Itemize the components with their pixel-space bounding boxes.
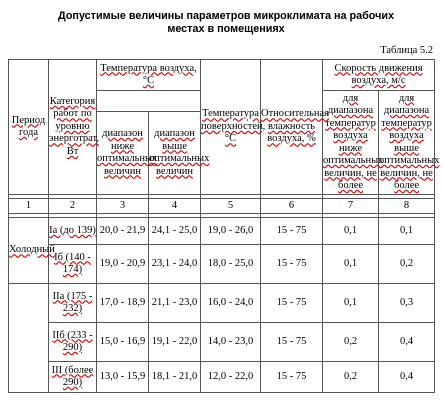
table-row: [9, 284, 435, 323]
table-row: [9, 218, 435, 245]
col-number: 7: [323, 199, 379, 214]
speed-above-cell: 0,3: [379, 284, 435, 323]
speed-above-cell: 0,2: [379, 245, 435, 284]
speed-below-cell: 0,1: [323, 218, 379, 245]
speed-below-cell: 0,2: [323, 362, 379, 393]
header-speed-below: для диапазона температур воздуха ниже оптимальных величин, не более: [323, 91, 379, 195]
temp-below-cell: 17,0 - 18,9: [97, 284, 149, 323]
col-number: 5: [201, 199, 261, 214]
document-title: Допустимые величины параметров микроклимата на рабочих местах в помещениях: [58, 10, 394, 35]
table-row: [9, 245, 435, 284]
speed-above-cell: 0,4: [379, 323, 435, 362]
col-number: 6: [261, 199, 323, 214]
temp-above-cell: 24,1 - 25,0: [149, 218, 201, 245]
table-row: [9, 323, 435, 362]
table-label: Таблица 5.2: [380, 45, 433, 56]
temp-above-cell: 19,1 - 22,0: [149, 323, 201, 362]
header-period: Период года: [9, 60, 49, 195]
temp-above-cell: 18,1 - 21,0: [149, 362, 201, 393]
temp-below-cell: 19,0 - 20,9: [97, 245, 149, 284]
col-number: 4: [149, 199, 201, 214]
header-air-temp-spacer: [97, 91, 201, 112]
category-cell: IIа (175 - 232): [49, 284, 97, 323]
surface-cell: 12,0 - 22,0: [201, 362, 261, 393]
temp-above-cell: 21,1 - 23,0: [149, 284, 201, 323]
col-number: 8: [379, 199, 435, 214]
category-cell: Iб (140 - 174): [49, 245, 97, 284]
header-temp-below: диапазон ниже оптимальных величин: [97, 112, 149, 195]
col-number: 3: [97, 199, 149, 214]
humidity-cell: 15 - 75: [261, 323, 323, 362]
header-temp-above: диапазон выше оптимальных величин: [149, 112, 201, 195]
header-surface-temp: Температура поверхностей, °С: [201, 60, 261, 195]
header-speed-above: для диапазона температур воздуха выше оптимальных величин, не более: [379, 91, 435, 195]
speed-above-cell: 0,4: [379, 362, 435, 393]
category-cell: III (более 290): [49, 362, 97, 393]
header-row-1: [9, 60, 435, 91]
humidity-cell: 15 - 75: [261, 284, 323, 323]
header-category: Категория работ по уровню энерготрат, Вт: [49, 60, 97, 195]
speed-below-cell: 0,1: [323, 245, 379, 284]
surface-cell: 16,0 - 24,0: [201, 284, 261, 323]
speed-below-cell: 0,1: [323, 284, 379, 323]
surface-cell: 14,0 - 23,0: [201, 323, 261, 362]
header-air-temp: Температура воздуха, °С: [97, 60, 201, 91]
col-number: 2: [49, 199, 97, 214]
speed-below-cell: 0,2: [323, 323, 379, 362]
header-air-speed: Скорость движения воздуха, м/с: [323, 60, 435, 91]
temp-below-cell: 20,0 - 21,9: [97, 218, 149, 245]
period-cold: Холодный: [9, 218, 49, 284]
speed-above-cell: 0,1: [379, 218, 435, 245]
temp-below-cell: 13,0 - 15,9: [97, 362, 149, 393]
period-cell-empty: [9, 284, 49, 393]
surface-cell: 19,0 - 26,0: [201, 218, 261, 245]
col-number: 1: [9, 199, 49, 214]
category-cell: IIб (233 - 290): [49, 323, 97, 362]
temp-above-cell: 23,1 - 24,0: [149, 245, 201, 284]
humidity-cell: 15 - 75: [261, 218, 323, 245]
header-humidity: Относительная влажность воздуха, %: [261, 60, 323, 195]
column-numbers-row: [9, 199, 435, 214]
surface-cell: 18,0 - 25,0: [201, 245, 261, 284]
microclimate-table: [8, 59, 440, 393]
temp-below-cell: 15,0 - 16,9: [97, 323, 149, 362]
humidity-cell: 15 - 75: [261, 362, 323, 393]
category-cell: Iа (до 139): [49, 218, 97, 245]
table-row: [9, 362, 435, 393]
humidity-cell: 15 - 75: [261, 245, 323, 284]
